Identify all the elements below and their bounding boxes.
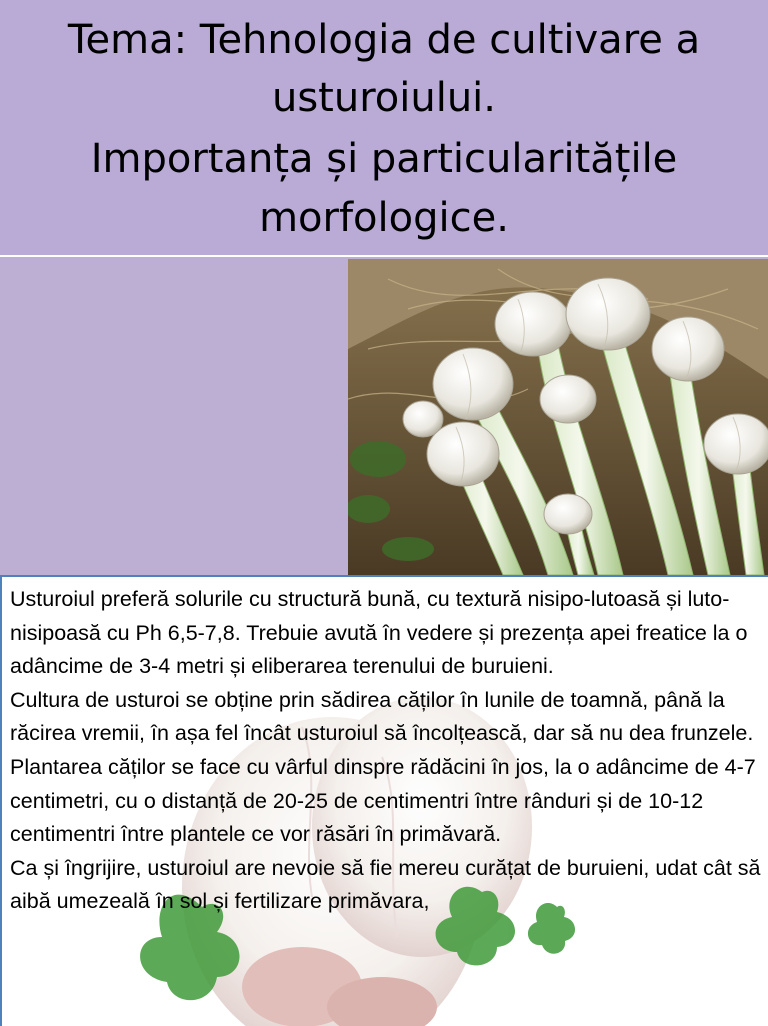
slide-title-line-1: Tema: Tehnologia de cultivare a [67,17,701,63]
garlic-photo [348,259,768,575]
title-band [0,0,768,255]
paragraph-care: Ca și îngrijire, usturoiul are nevoie să fie mereu curățat de buruieni, udat cât să aibă umezeală în sol și fertilizare primăvara, [10,855,761,914]
paragraph-planting-method: Plantarea căților se face cu vârful dinspre rădăcini în jos, la o adâncime de 4-7 centimetri, cu o distanță de 20-25 de centimentri între rânduri și de 10-12 centimentri între plantele ce vor răsări în primăvară. [10,754,756,847]
slide-title-line-3: Importanța și particularitățile [90,136,678,182]
slide-title-line-4: morfologice. [259,195,509,241]
slide-title-line-2: usturoiului. [271,75,497,121]
text-box [0,575,768,1026]
left-blank-panel [0,257,348,575]
paragraph-planting-season: Cultura de usturoi se obține prin sădirea căților în lunile de toamnă, până la răcirea vremii, în așa fel încât usturoiul să încolțească, dar să nu dea frunzele. [10,687,754,746]
body-text [10,583,762,919]
paragraph-soil: Usturoiul preferă solurile cu structură bună, cu textură nisipo-lutoasă și luto-nisipoasă cu Ph 6,5-7,8. Trebuie avută în vedere și prezența apei freatice la o adâncime de 3-4 metri și eliberarea terenului de buruieni. [10,587,748,679]
